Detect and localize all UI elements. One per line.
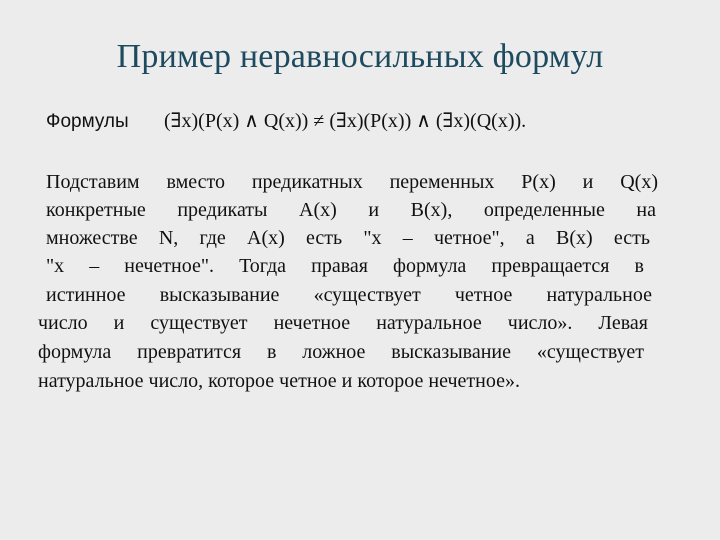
formula-expression: (∃x)(P(x) ∧ Q(x)) ≠ (∃x)(P(x)) ∧ (∃x)(Q(x)).	[164, 110, 527, 132]
paragraph-line-1: Подставим вместо предикатных переменных P(x) и Q(x)	[46, 171, 658, 193]
formula-line	[46, 108, 526, 133]
formula-label: Формулы	[46, 111, 129, 132]
slide-title: Пример неравносильных формул	[116, 38, 604, 75]
paragraph-line-5: истинное высказывание «существует четное натуральное	[46, 284, 652, 306]
paragraph-line-6: число и существует нечетное натуральное число». Левая	[38, 312, 648, 334]
paragraph-line-3: множестве N, где A(x) есть "x – четное", а B(x) есть	[46, 227, 650, 249]
paragraph-line-8: натуральное число, которое четное и которое нечетное».	[38, 370, 520, 392]
paragraph-line-2: конкретные предикаты A(x) и B(x), определенные на	[46, 199, 656, 221]
paragraph-line-7: формула превратится в ложное высказывание «существует	[38, 341, 644, 363]
paragraph-line-4: "x – нечетное". Тогда правая формула превращается в	[46, 255, 644, 277]
